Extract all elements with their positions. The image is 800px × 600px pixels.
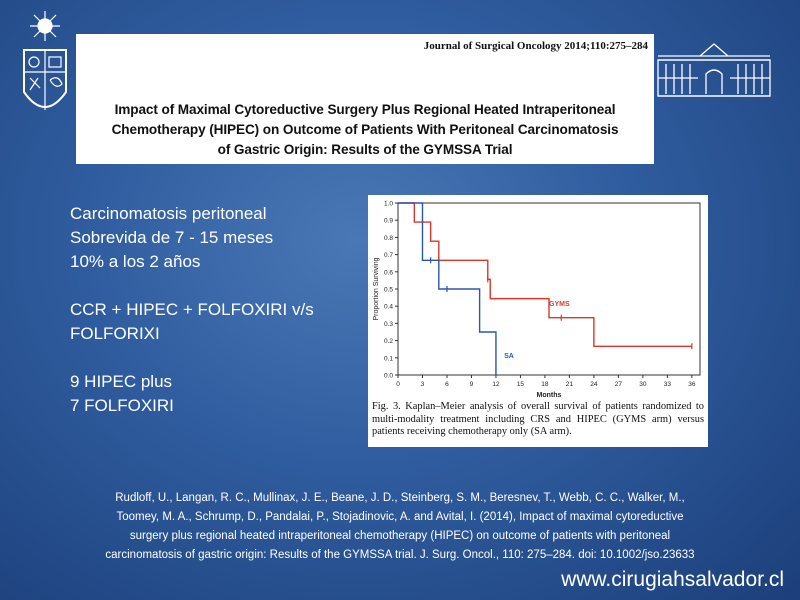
- y-tick-label: 0.8: [383, 234, 393, 242]
- y-tick-label: 0.2: [383, 338, 393, 346]
- y-tick-label: 0.4: [383, 303, 393, 311]
- journal-citation: Journal of Surgical Oncology 2014;110:275–284: [423, 40, 648, 52]
- x-tick-label: 3: [420, 381, 425, 388]
- x-tick-label: 24: [590, 381, 598, 388]
- x-tick-label: 30: [639, 381, 647, 388]
- figure-caption: Fig. 3. Kaplan–Meier analysis of overall survival of patients randomized to multi-modality treatment including CRS and HIPEC (GYMS arm) versus patients receiving chemotherapy only (SA arm).: [372, 401, 704, 437]
- x-tick-label: 6: [445, 381, 449, 388]
- paper-title-line: Chemotherapy (HIPEC) on Outcome of Patients With Peritoneal Carcinomatosis: [111, 122, 619, 137]
- paper-title-line: Impact of Maximal Cytoreductive Surgery Plus Regional Heated Intraperitoneal: [114, 102, 616, 117]
- figure-panel: [368, 195, 708, 447]
- x-tick-label: 21: [565, 381, 574, 388]
- bullet-line: CCR + HIPEC + FOLFOXIRI v/s: [70, 300, 314, 319]
- paper-title-line: of Gastric Origin: Results of the GYMSSA Trial: [217, 142, 513, 157]
- reference-citation: [40, 489, 760, 565]
- x-tick-label: 27: [614, 381, 622, 388]
- x-tick-label: 15: [516, 381, 525, 388]
- reference-line: Rudloff, U., Langan, R. C., Mullinax, J. E., Beane, J. D., Steinberg, S. M., Beresnev, T., Webb, C. C., Walker, M.,: [115, 492, 685, 504]
- x-axis-label: Months: [536, 392, 562, 399]
- bullet-line: FOLFORIXI: [70, 324, 160, 343]
- y-tick-label: 0.6: [383, 269, 393, 277]
- series-line-gyms: [398, 203, 692, 346]
- y-tick-label: 0.0: [383, 372, 393, 380]
- reference-line: Toomey, M. A., Schrump, D., Pandalai, P., Stojadinovic, A. and Avital, I. (2014), Impact of maximal cytoreductive: [116, 511, 684, 523]
- slide-bullet-text: [70, 202, 314, 418]
- x-tick-label: 9: [469, 381, 474, 388]
- kaplan-meier-chart: [368, 195, 708, 401]
- hospital-building-logo: [656, 38, 772, 100]
- series-label-sa: SA: [504, 352, 514, 360]
- paper-title: [76, 100, 654, 160]
- bullet-line: 10% a los 2 años: [70, 252, 201, 271]
- reference-line: carcinomatosis of gastric origin: Results of the GYMSSA trial. J. Surg. Oncol., 110: 275–284. doi: 10.1002/jso.23633: [105, 549, 695, 561]
- bullet-line: 9 HIPEC plus: [70, 372, 173, 391]
- y-tick-label: 0.9: [383, 217, 393, 225]
- reference-line: surgery plus regional heated intraperitoneal chemotherapy (HIPEC) on outcome of patients with peritoneal: [129, 530, 671, 542]
- bullet-line: 7 FOLFOXIRI: [70, 396, 174, 415]
- y-tick-label: 0.3: [383, 320, 393, 328]
- y-tick-label: 1.0: [383, 200, 393, 208]
- paper-header: [76, 34, 654, 164]
- x-tick-label: 12: [492, 381, 500, 388]
- y-tick-label: 0.7: [383, 252, 393, 260]
- x-tick-label: 33: [663, 381, 671, 388]
- bullet-line: Carcinomatosis peritoneal: [70, 204, 267, 223]
- bullet-line: Sobrevida de 7 - 15 meses: [70, 228, 274, 247]
- y-tick-label: 0.1: [383, 355, 393, 363]
- university-crest-logo: [18, 10, 72, 128]
- series-label-gyms: GYMS: [549, 301, 570, 309]
- x-tick-label: 36: [688, 381, 696, 388]
- x-tick-label: 18: [541, 381, 549, 388]
- y-tick-label: 0.5: [383, 286, 393, 294]
- y-axis-label: Proportion Surviving: [373, 257, 380, 321]
- x-tick-label: 0: [396, 381, 400, 388]
- website-url[interactable]: www.cirugiahsalvador.cl: [561, 568, 784, 591]
